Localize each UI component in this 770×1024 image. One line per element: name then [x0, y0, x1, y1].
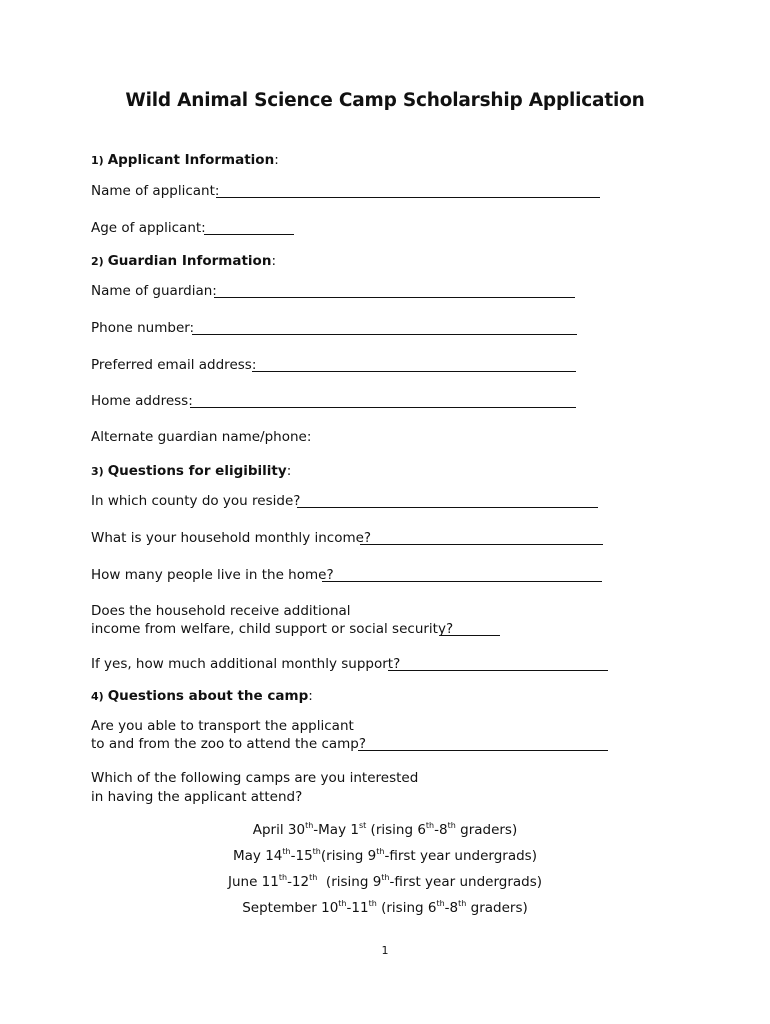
- form-title: Wild Animal Science Camp Scholarship Application: [125, 90, 645, 111]
- camps-question-2: in having the applicant attend?: [91, 789, 303, 805]
- camp-sup: th: [312, 847, 321, 856]
- camp-sup: th: [381, 873, 390, 882]
- transport-line[interactable]: [358, 750, 608, 751]
- camp-option: [0, 874, 770, 890]
- camp-text: -8: [444, 900, 459, 916]
- camps-question-1: Which of the following camps are you interested: [91, 770, 419, 786]
- applicant-age-line[interactable]: [204, 234, 294, 235]
- section-title: Applicant Information: [107, 152, 275, 168]
- camp-text: (rising 9: [317, 874, 382, 890]
- additional-income-line[interactable]: [440, 635, 500, 636]
- camp-sup: th: [436, 899, 445, 908]
- section-number: 1): [91, 154, 104, 167]
- camp-text: -first year undergrads): [389, 874, 543, 890]
- section-heading-camp: [91, 688, 313, 704]
- phone-label: Phone number:: [91, 320, 195, 336]
- camp-sup: th: [309, 873, 318, 882]
- section-colon: :: [274, 152, 279, 168]
- transport-label-2: to and from the zoo to attend the camp?: [91, 736, 367, 752]
- transport-label-1: Are you able to transport the applicant: [91, 718, 354, 734]
- camp-text: graders): [466, 900, 528, 916]
- section-number: 2): [91, 255, 104, 268]
- camp-text: September 10: [242, 900, 339, 916]
- applicant-name-line[interactable]: [216, 197, 600, 198]
- guardian-name-label: Name of guardian:: [91, 283, 217, 299]
- camp-text: June 11: [227, 874, 279, 890]
- people-line[interactable]: [322, 581, 602, 582]
- section-colon: :: [271, 253, 277, 269]
- camp-text: -first year undergrads): [384, 848, 537, 864]
- section-title: Questions for eligibility: [107, 463, 287, 479]
- camp-text: May 14: [233, 848, 283, 864]
- camp-option: [0, 822, 770, 838]
- section-heading-applicant: [91, 152, 279, 168]
- camp-sup: st: [358, 821, 367, 830]
- applicant-name-label: Name of applicant:: [91, 183, 220, 199]
- camp-sup: th: [368, 899, 377, 908]
- section-colon: :: [308, 688, 313, 704]
- camp-text: -May 1: [313, 822, 359, 838]
- email-line[interactable]: [252, 371, 576, 372]
- camp-sup: th: [305, 821, 314, 830]
- section-colon: :: [286, 463, 292, 479]
- income-line[interactable]: [360, 544, 603, 545]
- phone-line[interactable]: [192, 334, 577, 335]
- email-label: Preferred email address:: [91, 357, 257, 373]
- camp-text: -15: [290, 848, 313, 864]
- county-line[interactable]: [297, 507, 598, 508]
- camp-sup: th: [376, 847, 385, 856]
- support-label: If yes, how much additional monthly support?: [91, 656, 401, 672]
- section-heading-guardian: [91, 253, 276, 269]
- section-number: 4): [91, 690, 104, 703]
- camp-sup: th: [282, 847, 291, 856]
- income-label: What is your household monthly income?: [91, 530, 372, 546]
- camp-text: April 30: [252, 822, 306, 838]
- camp-sup: th: [338, 899, 347, 908]
- county-label: In which county do you reside?: [91, 493, 301, 509]
- home-address-line[interactable]: [190, 407, 576, 408]
- camp-text: (rising 6: [366, 822, 426, 838]
- section-number: 3): [91, 465, 104, 478]
- camp-option: [0, 900, 770, 916]
- applicant-age-label: Age of applicant:: [91, 220, 206, 236]
- camp-sup: th: [447, 821, 456, 830]
- home-address-label: Home address:: [91, 393, 193, 409]
- section-title: Guardian Information: [107, 253, 272, 269]
- camp-text: -8: [434, 822, 448, 838]
- camp-text: (rising 6: [376, 900, 437, 916]
- camp-option: [0, 848, 770, 864]
- page-number: 1: [381, 944, 389, 957]
- alt-guardian-label: Alternate guardian name/phone:: [91, 429, 312, 445]
- section-title: Questions about the camp: [107, 688, 309, 704]
- support-line[interactable]: [388, 670, 608, 671]
- camp-sup: th: [278, 873, 288, 882]
- people-label: How many people live in the home?: [91, 567, 334, 583]
- guardian-name-line[interactable]: [214, 297, 575, 298]
- camp-sup: th: [458, 899, 467, 908]
- additional-income-label-2: income from welfare, child support or social security?: [91, 621, 454, 637]
- camp-text: -12: [287, 874, 310, 890]
- section-heading-eligibility: [91, 463, 291, 479]
- camp-text: -11: [346, 900, 369, 916]
- camp-sup: th: [425, 821, 435, 830]
- camp-text: (rising 9: [320, 848, 377, 864]
- additional-income-label-1: Does the household receive additional: [91, 603, 351, 619]
- camp-text: graders): [455, 822, 518, 838]
